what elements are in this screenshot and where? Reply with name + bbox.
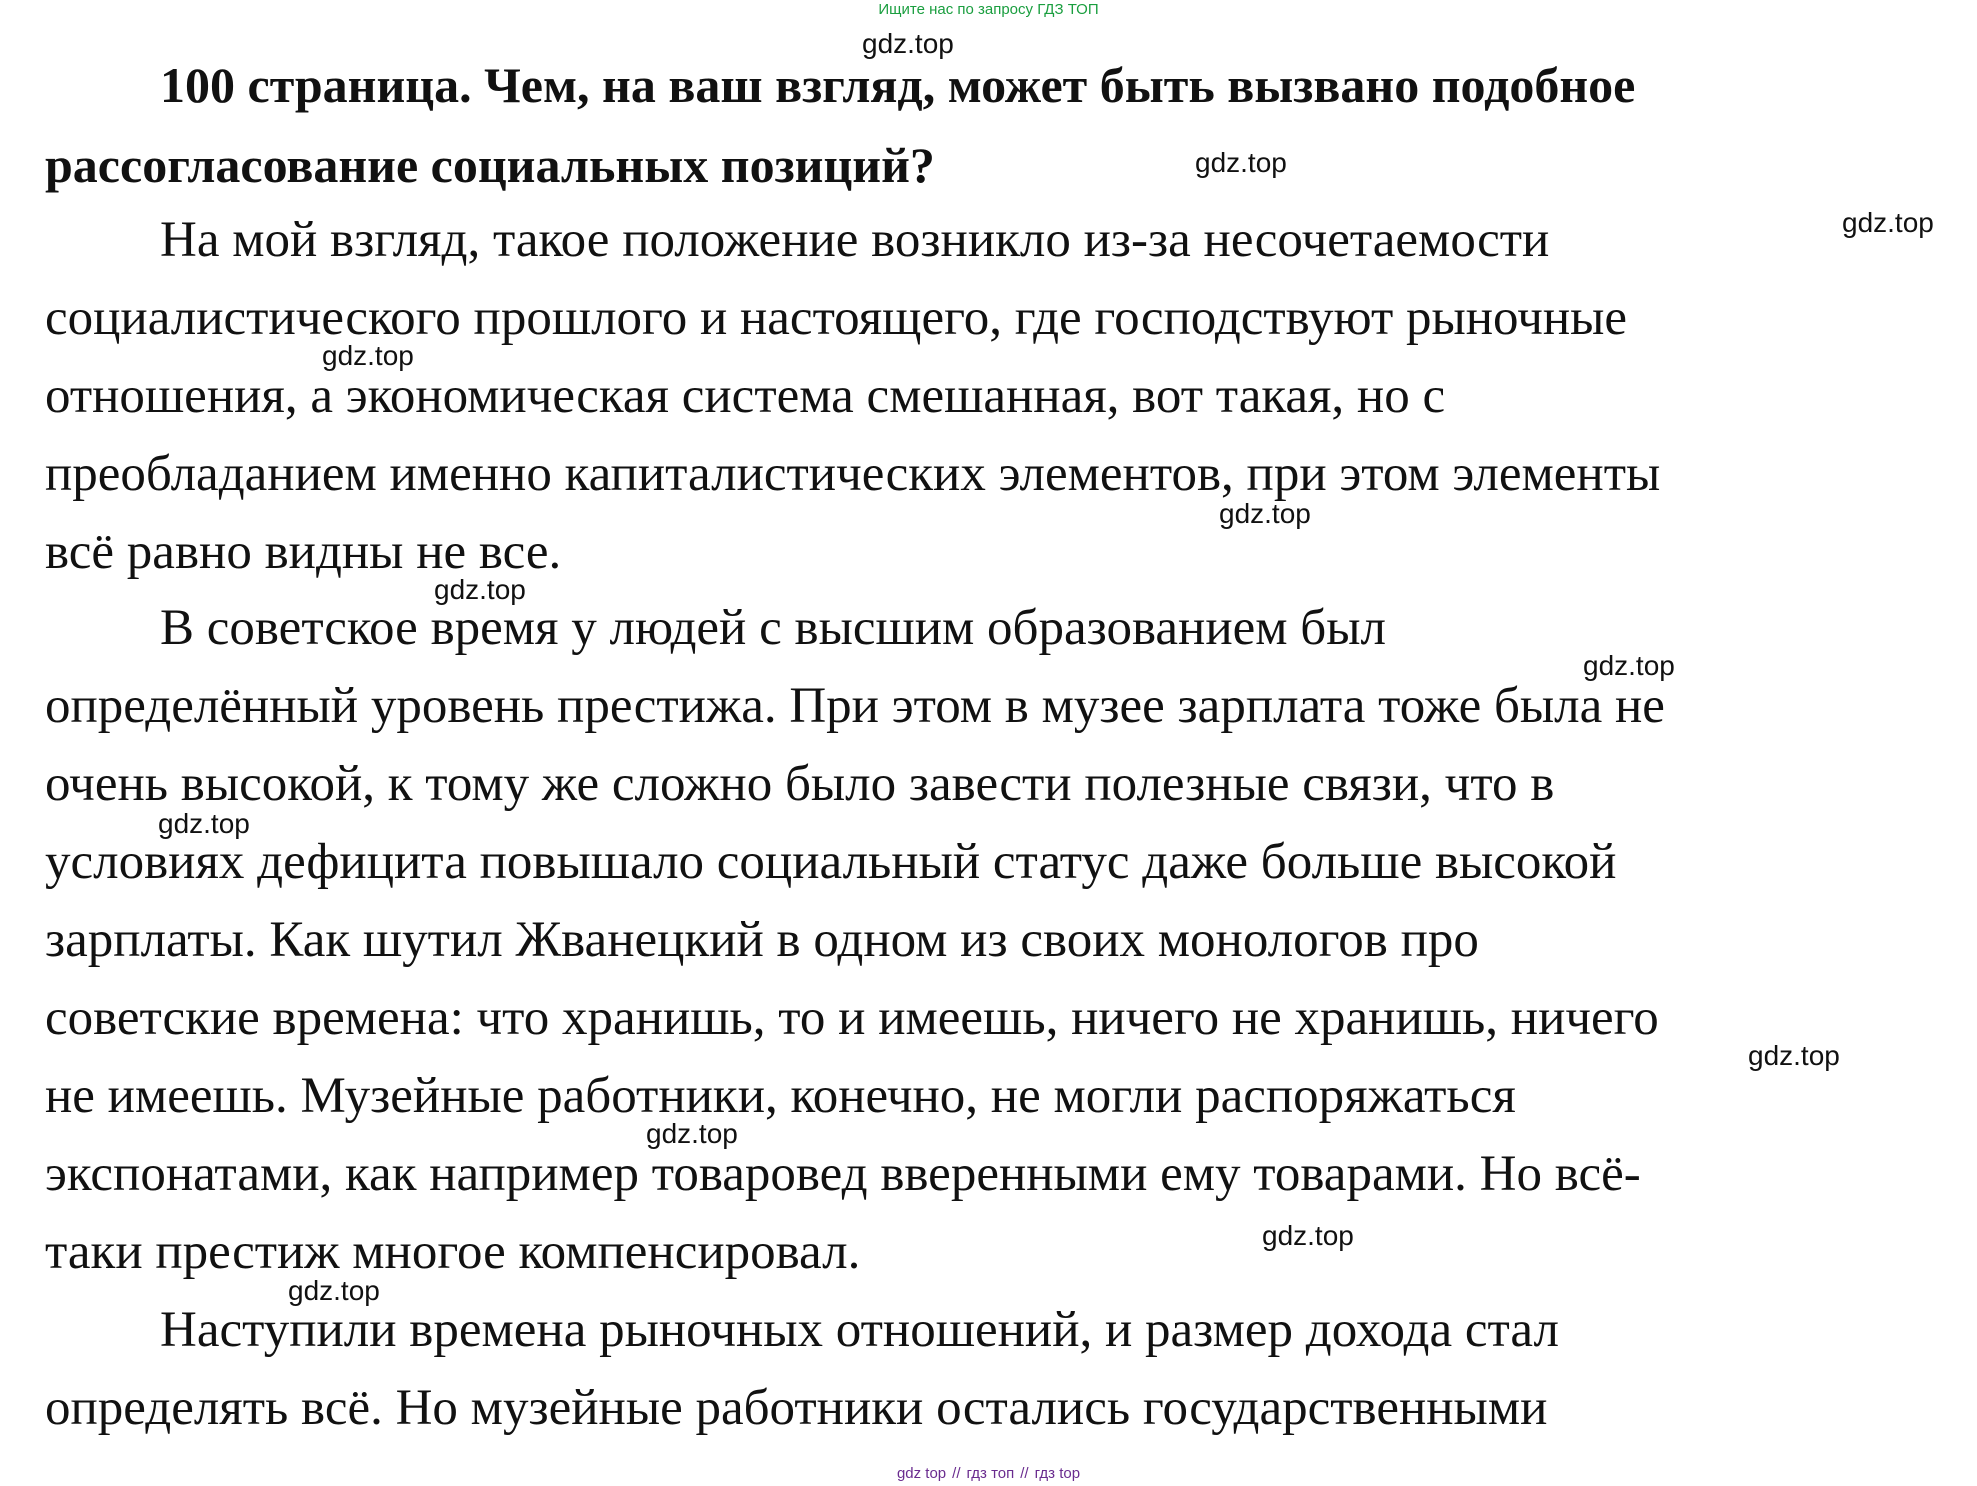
footer-separator: // [952, 1465, 961, 1482]
heading-line-1: 100 страница. Чем, на ваш взгляд, может быть вызвано подобное [160, 57, 1636, 113]
footer-link[interactable]: гдз топ [966, 1465, 1015, 1482]
paragraph-line: таки престиж многое компенсировал. [45, 1224, 861, 1280]
paragraph-line: условиях дефицита повышало социальный статус даже больше высокой [45, 834, 1617, 890]
footer [0, 1465, 1977, 1482]
watermark: gdz.top [646, 1118, 738, 1149]
paragraph-line: всё равно видны не все. [45, 524, 562, 580]
paragraph-line: отношения, а экономическая система смешанная, вот такая, но с [45, 368, 1446, 424]
paragraph-line: Наступили времена рыночных отношений, и размер дохода стал [160, 1302, 1559, 1358]
watermark: gdz.top [322, 340, 414, 371]
paragraph-line: экспонатами, как например товаровед вверенными ему товарами. Но всё- [45, 1146, 1641, 1202]
paragraph-line: определять всё. Но музейные работники остались государственными [45, 1380, 1548, 1436]
watermark: gdz.top [1219, 498, 1311, 529]
paragraph-line: советские времена: что хранишь, то и имеешь, ничего не хранишь, ничего [45, 990, 1659, 1046]
footer-separator: // [1020, 1465, 1029, 1482]
paragraph-line: преобладанием именно капиталистических элементов, при этом элементы [45, 446, 1661, 502]
watermark: gdz.top [1583, 650, 1675, 681]
watermark: gdz.top [288, 1275, 380, 1306]
paragraph-line: На мой взгляд, такое положение возникло из-за несочетаемости [160, 212, 1550, 268]
paragraph-line: очень высокой, к тому же сложно было завести полезные связи, что в [45, 756, 1555, 812]
watermark: gdz.top [434, 574, 526, 605]
paragraph-line: социалистического прошлого и настоящего, где господствуют рыночные [45, 290, 1628, 346]
paragraph-line: не имеешь. Музейные работники, конечно, не могли распоряжаться [45, 1068, 1516, 1124]
paragraph-line: определённый уровень престижа. При этом в музее зарплата тоже была не [45, 678, 1665, 734]
paragraph-line: В советское время у людей с высшим образованием был [160, 600, 1386, 656]
paragraph-line: зарплаты. Как шутил Жванецкий в одном из своих монологов про [45, 912, 1479, 968]
watermark: gdz.top [1195, 147, 1287, 178]
watermark: gdz.top [158, 808, 250, 839]
footer-link[interactable]: gdz top [896, 1465, 947, 1482]
top-banner: Ищите нас по запросу ГДЗ ТОП [878, 1, 1099, 18]
watermark: gdz.top [1262, 1220, 1354, 1251]
footer-link[interactable]: гдз top [1034, 1465, 1081, 1482]
watermark: gdz.top [862, 28, 954, 59]
watermark: gdz.top [1748, 1040, 1840, 1071]
watermark: gdz.top [1842, 207, 1934, 238]
heading-line-2: рассогласование социальных позиций? [45, 137, 935, 193]
